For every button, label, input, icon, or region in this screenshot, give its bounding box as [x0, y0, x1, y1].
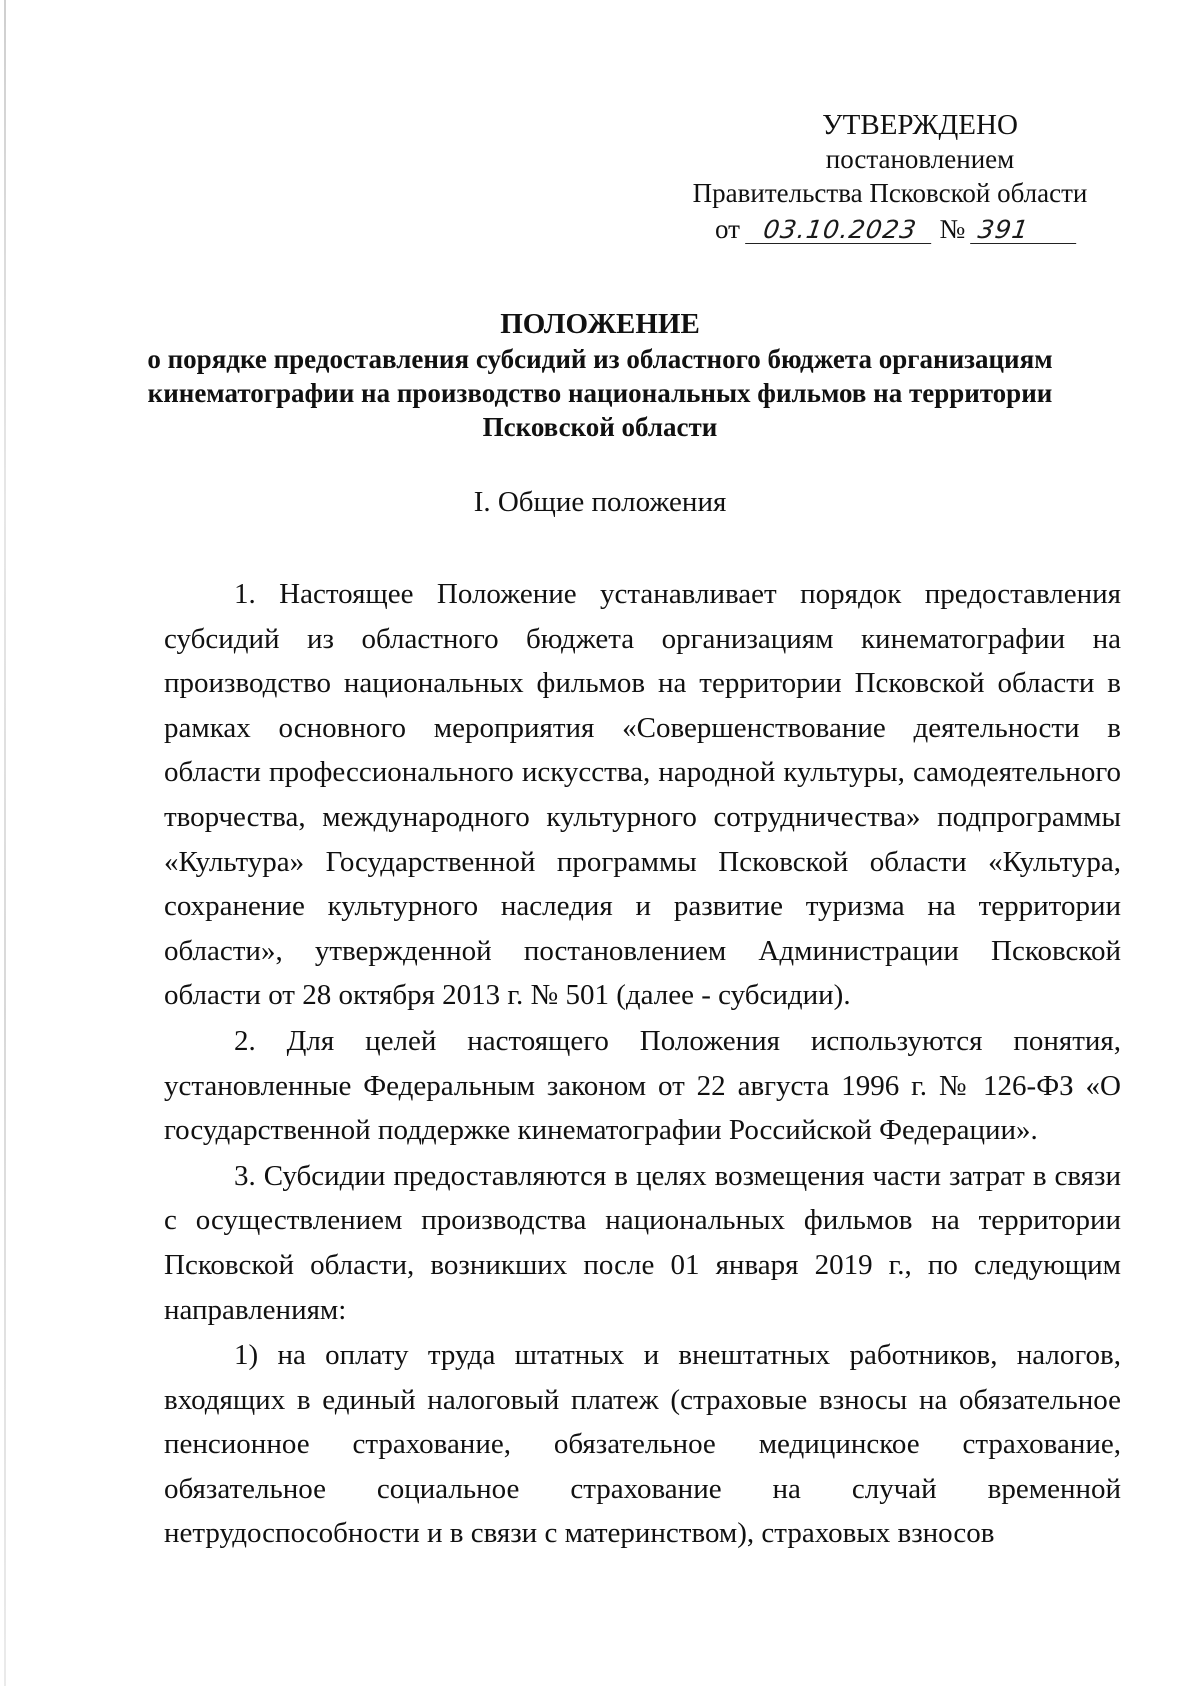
handwritten-date: 03.10.2023 [745, 217, 935, 244]
section-title: I. Общие положения [473, 486, 727, 518]
approving-authority: Правительства Псковской области [692, 178, 1088, 208]
approval-date-line [715, 212, 1078, 246]
paragraph-2: 2. Для целей настоящего Положения используются понятия, установленные Федеральным законом от 22 августа 1996 г. № 126-ФЗ «О государственной поддержке кинематографии Российской Федерации». [164, 1024, 1121, 1147]
document-body [164, 572, 1121, 1556]
document-title: ПОЛОЖЕНИЕ [500, 308, 700, 340]
approved-by-label: постановлением [825, 144, 1015, 174]
paragraph-1: 1. Настоящее Положение устанавливает порядок предоставления субсидий из областного бюджета организациям кинематографии на производство национальных фильмов на территории Псковской области в рамках основного мероприятия «Совершенствование деятельности в области профессионального искусства, народной культуры, самодеятельного творчества, международного культурного сотрудничества» подпрограммы «Культура» Государственной программы Псковской области «Культура, сохранение культурного наследия и развитие туризма на территории области», утвержденной постановлением Администрации Псковской области от 28 октября 2013 г. № 501 (далее - субсидии). [164, 578, 1121, 1012]
document-heading [140, 306, 1060, 444]
handwritten-number: 391 [970, 217, 1080, 244]
paragraph-4: 1) на оплату труда штатных и внештатных работников, налогов, входящих в единый налоговый платеж (страховые взносы на обязательное пенсионное страхование, обязательное медицинское страхование, обязательное социальное страхование на случай временной нетрудоспособности и в связи с материнством), страховых взносов [164, 1339, 1121, 1550]
approval-stamp-block [640, 108, 1110, 210]
scan-edge [4, 0, 6, 1686]
approved-label: УТВЕРЖДЕНО [822, 109, 1018, 141]
from-label: от [715, 214, 740, 244]
number-label: № [939, 214, 966, 244]
document-subtitle: о порядке предоставления субсидий из областного бюджета организациям кинематографии на производство национальных фильмов на территории Псковской области [147, 344, 1053, 442]
paragraph-3: 3. Субсидии предоставляются в целях возмещения части затрат в связи с осуществлением производства национальных фильмов на территории Псковской области, возникших после 01 января 2019 г., по следующим направлениям: [164, 1159, 1121, 1326]
